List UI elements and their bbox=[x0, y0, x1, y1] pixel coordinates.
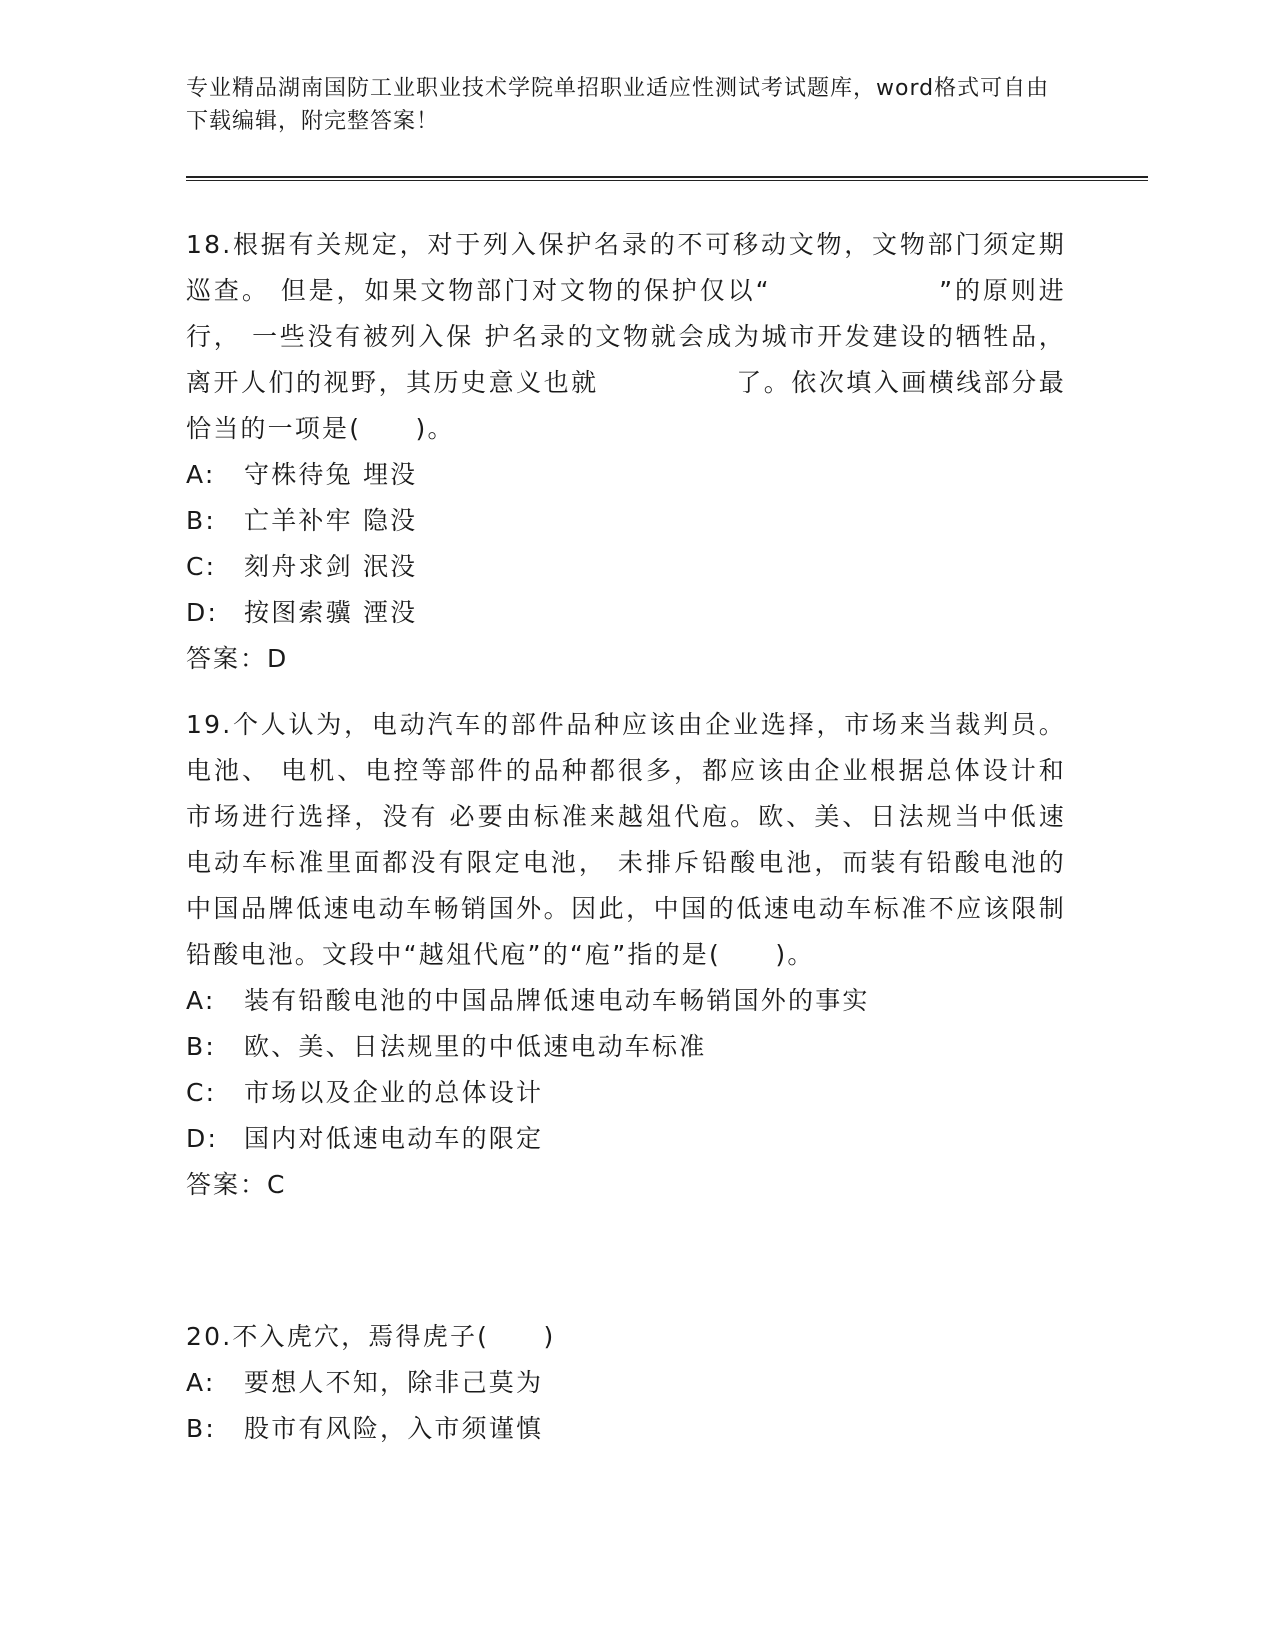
option-text: 国内对低速电动车的限定 bbox=[244, 1124, 544, 1153]
option-d bbox=[186, 1116, 1066, 1162]
answer-value: C bbox=[267, 1170, 287, 1199]
option-d bbox=[186, 590, 1066, 636]
header-divider bbox=[186, 176, 1148, 181]
option-c bbox=[186, 544, 1066, 590]
option-key: A: bbox=[186, 986, 216, 1015]
question-stem: 18.根据有关规定，对于列入保护名录的不可移动文物，文物部门须定期巡查。 但是，如果文物部门对文物的保护仅以“ ”的原则进行， 一些没有被列入保 护名录的文物就会成为城市开发建设的牺牲品，离开人们的视野，其历史意义也就 了。依次填入画横线部分最恰当的一项是( )。 bbox=[186, 230, 1066, 443]
option-key: C: bbox=[186, 1078, 217, 1107]
option-text: 守株待兔 埋没 bbox=[244, 460, 418, 489]
option-a bbox=[186, 452, 1066, 498]
option-key: A: bbox=[186, 1368, 216, 1397]
option-key: B: bbox=[186, 1414, 216, 1443]
answer-line bbox=[186, 1162, 1066, 1208]
option-text: 欧、美、日法规里的中低速电动车标准 bbox=[244, 1032, 707, 1061]
option-key: D: bbox=[186, 1124, 219, 1153]
question-stem: 19.个人认为，电动汽车的部件品种应该由企业选择，市场来当裁判员。电池、 电机、电控等部件的品种都很多，都应该由企业根据总体设计和市场进行选择，没有 必要由标准来越俎代庖。欧、美、日法规当中低速电动车标准里面都没有限定电池， 未排斥铅酸电池，而装有铅酸电池的中国品牌低速电动车畅销国外。因此，中国的低速电动车标准不应该限制铅酸电池。文段中“越俎代庖”的“庖”指的是( )。 bbox=[186, 710, 1066, 969]
answer-label: 答案： bbox=[186, 644, 268, 673]
option-key: A: bbox=[186, 460, 216, 489]
question-20 bbox=[186, 1314, 1066, 1452]
option-list bbox=[186, 978, 1066, 1162]
answer-line bbox=[186, 636, 1066, 682]
option-a bbox=[186, 978, 1066, 1024]
option-text: 市场以及企业的总体设计 bbox=[244, 1078, 544, 1107]
option-key: B: bbox=[186, 1032, 216, 1061]
document-header: 专业精品湖南国防工业职业技术学院单招职业适应性测试考试题库，word格式可自由下载编辑，附完整答案！ bbox=[186, 76, 1050, 134]
option-a bbox=[186, 1360, 1066, 1406]
option-b bbox=[186, 498, 1066, 544]
option-text: 装有铅酸电池的中国品牌低速电动车畅销国外的事实 bbox=[244, 986, 870, 1015]
option-list bbox=[186, 452, 1066, 636]
option-text: 亡羊补牢 隐没 bbox=[244, 506, 418, 535]
question-stem: 20.不入虎穴，焉得虎子( ) bbox=[186, 1322, 556, 1351]
option-key: C: bbox=[186, 552, 217, 581]
option-text: 股市有风险，入市须谨慎 bbox=[244, 1414, 544, 1443]
answer-label: 答案： bbox=[186, 1170, 268, 1199]
question-18 bbox=[186, 222, 1066, 682]
option-text: 按图索骥 湮没 bbox=[244, 598, 418, 627]
option-b bbox=[186, 1024, 1066, 1070]
option-c bbox=[186, 1070, 1066, 1116]
option-text: 要想人不知，除非己莫为 bbox=[244, 1368, 544, 1397]
option-key: B: bbox=[186, 506, 216, 535]
question-19 bbox=[186, 702, 1066, 1208]
option-key: D: bbox=[186, 598, 219, 627]
option-text: 刻舟求剑 泯没 bbox=[244, 552, 418, 581]
option-b bbox=[186, 1406, 1066, 1452]
answer-value: D bbox=[267, 644, 289, 673]
option-list bbox=[186, 1360, 1066, 1452]
